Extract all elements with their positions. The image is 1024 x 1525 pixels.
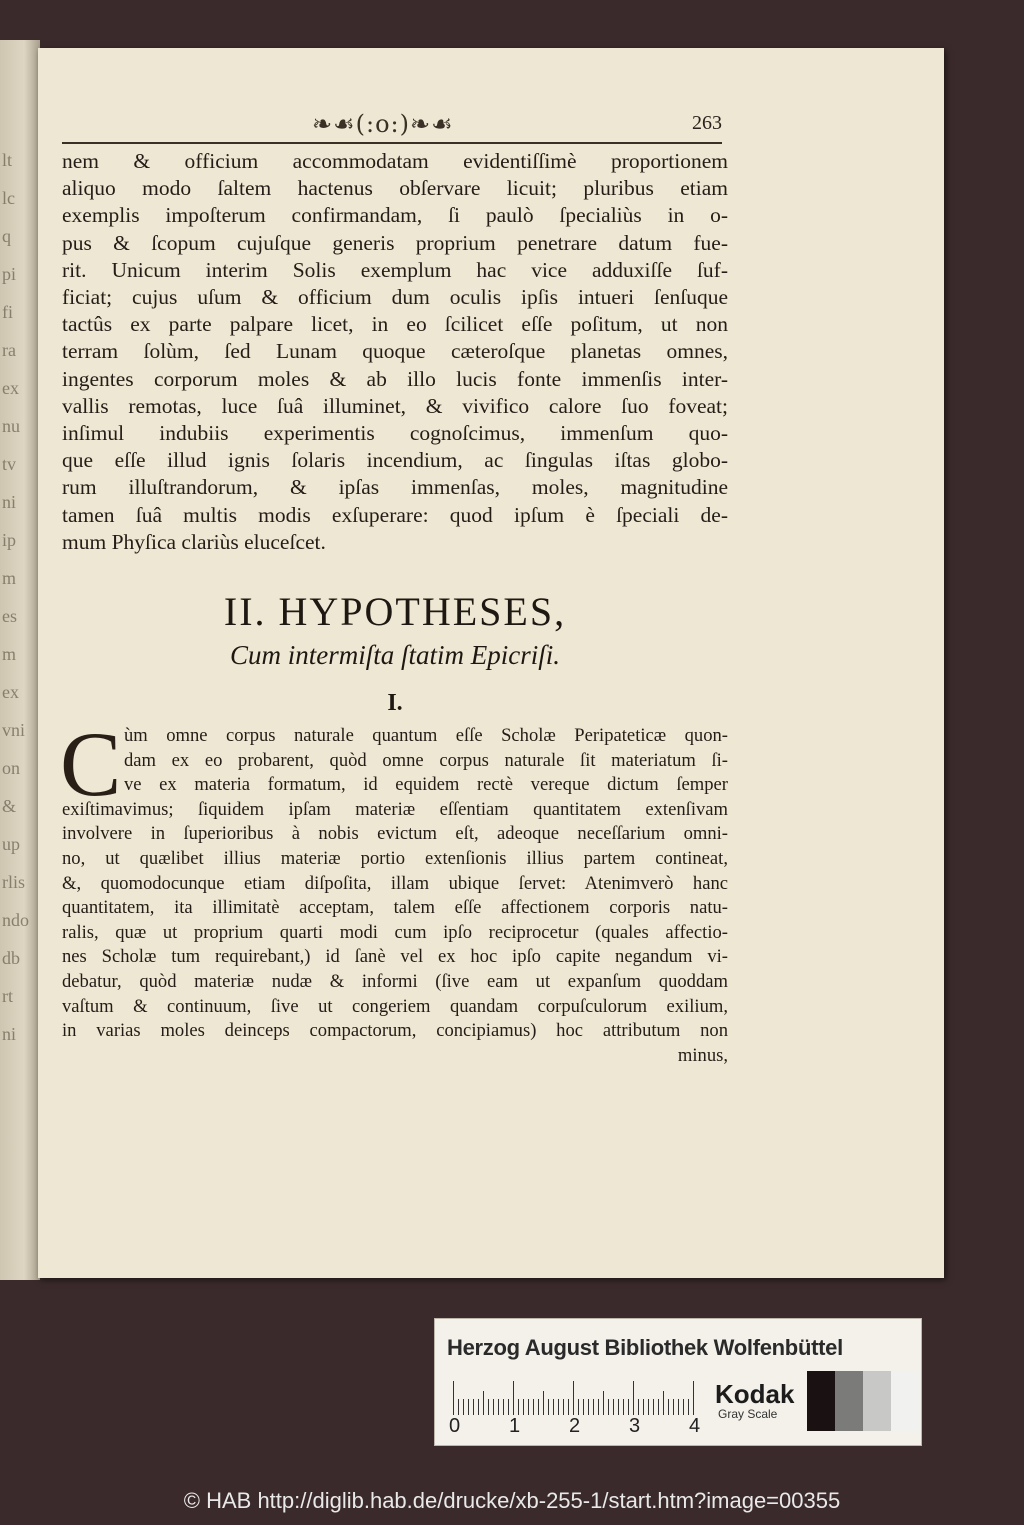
facing-page-fragment: q <box>2 226 11 246</box>
text-line: tactûs ex parte palpare licet, in eo ſcilicet eſſe poſitum, ut non <box>62 312 728 337</box>
ruler-tick <box>558 1399 559 1415</box>
text-line: no, ut quælibet illius materiæ portio extenſionis illius partem contineat, <box>62 847 728 869</box>
facing-page-fragment: db <box>2 948 20 968</box>
section-subheading: Cum intermiſta ſtatim Epicriſi. <box>230 640 560 670</box>
text-line: ve ex materia formatum, id equidem rectè vereque dictum ſemper <box>124 774 728 796</box>
ruler-tick <box>498 1399 499 1415</box>
copyright-footer: © HAB http://diglib.hab.de/drucke/xb-255-1/start.htm?image=00355 <box>183 1488 841 1513</box>
header-ornament: ❧☙(:o:)❧☙ <box>312 110 454 138</box>
facing-page-fragment: lc <box>2 188 15 208</box>
facing-page-fragment: m <box>2 644 17 664</box>
ruler-number: 3 <box>629 1415 641 1437</box>
drop-cap: C <box>60 713 122 815</box>
text-line: ingentes corporum moles & ab illo lucis fonte immenſis inter- <box>62 366 728 391</box>
ruler-tick <box>578 1399 579 1415</box>
text-line: nem & officium accommodatam evidentiſſimè proportionem <box>62 149 728 173</box>
ruler-number: 1 <box>509 1415 521 1437</box>
ruler-tick <box>653 1399 654 1415</box>
running-header <box>62 108 722 144</box>
ruler-tick <box>668 1399 669 1415</box>
catchword: minus, <box>677 1044 728 1066</box>
ruler-number: 4 <box>689 1415 701 1437</box>
ruler-tick <box>523 1399 524 1415</box>
ruler-tick <box>518 1399 519 1415</box>
facing-page-fragment: on <box>2 758 20 778</box>
text-line: ficiat; cujus uſum & officium dum oculis ipſis intueri ſenſuque <box>62 285 728 310</box>
ruler-tick <box>683 1399 684 1415</box>
ruler-tick <box>663 1391 664 1415</box>
gray-swatch <box>891 1371 919 1431</box>
text-line: terram ſolùm, ſed Lunam quoque cæteroſque planetas omnes, <box>62 339 728 364</box>
text-line: nes Scholæ tum requirebant,) id ſanè vel ex hoc ipſo capite negandum vi- <box>62 946 728 968</box>
facing-page-fragment: ra <box>2 340 16 360</box>
facing-page-fragment: up <box>2 834 20 854</box>
text-line: rit. Unicum interim Solis exemplum hac vice adduxiſſe ſuf- <box>62 257 728 282</box>
section-heading: II. HYPOTHESES, <box>223 589 567 634</box>
facing-page-fragment: ndo <box>2 910 29 930</box>
text-line: rum illuſtrandorum, & ipſas immenſas, moles, magnitudine <box>62 475 728 500</box>
ruler-tick <box>568 1399 569 1415</box>
ruler-tick <box>618 1399 619 1415</box>
ruler-tick <box>533 1399 534 1415</box>
ruler-tick <box>613 1399 614 1415</box>
facing-page-edge <box>0 40 40 1280</box>
gray-scale-label: Gray Scale <box>718 1407 778 1421</box>
ruler-tick <box>598 1399 599 1415</box>
gray-swatch <box>835 1371 863 1431</box>
text-line: vaſtum & continuum, ſive ut congeriem quandam corpuſculorum exilium, <box>62 995 728 1017</box>
ruler-tick <box>453 1381 454 1415</box>
ruler-tick <box>508 1399 509 1415</box>
ruler-tick <box>543 1391 544 1415</box>
facing-page-fragment: vni <box>2 720 26 740</box>
page-number: 263 <box>692 112 722 134</box>
text-line: tamen ſuâ multis modis exſuperare: quod ipſum è ſpeciali de- <box>62 502 728 527</box>
text-line: exiſtimavimus; ſiquidem ipſam materiæ eſſentiam quantitatem extenſivam <box>62 798 728 820</box>
facing-page-fragment: ex <box>2 682 19 702</box>
ruler-tick <box>633 1381 634 1415</box>
ruler-tick <box>593 1399 594 1415</box>
ruler-number: 0 <box>449 1415 461 1437</box>
ruler-tick <box>483 1391 484 1415</box>
ruler-tick <box>528 1399 529 1415</box>
institution-name: Herzog August Bibliothek Wolfenbüttel <box>447 1335 843 1360</box>
text-line: aliquo modo ſaltem hactenus obſervare licuit; pluribus etiam <box>62 176 728 201</box>
ruler-tick <box>638 1399 639 1415</box>
facing-page-fragment: lt <box>2 150 13 170</box>
facing-page-fragment: nu <box>2 416 20 436</box>
ruler-tick <box>573 1381 574 1415</box>
ruler-tick <box>608 1399 609 1415</box>
facing-page-fragment: rlis <box>2 872 26 892</box>
facing-page-fragment: es <box>2 606 17 626</box>
paragraph-section-one <box>62 724 728 1068</box>
ruler-tick <box>603 1391 604 1415</box>
text-line: pus & ſcopum cujuſque generis proprium penetrare datum fue- <box>62 230 728 255</box>
text-line: exemplis impoſterum confirmandam, ſi paulò ſpecialiùs in o- <box>62 203 728 228</box>
text-line: vallis remotas, luce ſuâ illuminet, & vivifico calore ſuo foveat; <box>62 393 728 418</box>
ruler-tick <box>473 1399 474 1415</box>
ruler-tick <box>553 1399 554 1415</box>
ruler-tick <box>503 1399 504 1415</box>
ruler-tick <box>548 1399 549 1415</box>
ruler-tick <box>678 1399 679 1415</box>
kodak-logo: Kodak <box>715 1379 795 1409</box>
facing-page-fragment: ni <box>2 492 17 512</box>
facing-page-fragment: ip <box>2 530 17 550</box>
text-line: involvere in ſuperioribus à nobis evictum eſt, adeoque neceſſarium omni- <box>62 823 728 845</box>
text-line: quantitatem, ita illimitatè acceptam, talem eſſe affectionem corporis natu- <box>62 897 728 919</box>
facing-page-fragment: & <box>2 796 17 816</box>
text-line: mum Phyſica clariùs eluceſcet. <box>62 529 326 554</box>
ruler-tick <box>688 1399 689 1415</box>
facing-page-fragment: tv <box>2 454 17 474</box>
paragraph-continued <box>62 148 728 556</box>
facing-page-fragment: ex <box>2 378 19 398</box>
measurement-ruler <box>449 1375 703 1437</box>
text-line: ùm omne corpus naturale quantum eſſe Scholæ Peripateticæ quon- <box>124 725 728 746</box>
text-line: in varias moles deinceps compactorum, concipiamus) hoc attributum non <box>62 1020 728 1042</box>
text-line: &, quomodocunque etiam diſpoſita, illam ubique ſervet: Atenimverò hanc <box>62 872 728 894</box>
color-target-label <box>434 1318 922 1446</box>
ruler-tick <box>493 1399 494 1415</box>
ruler-tick <box>623 1399 624 1415</box>
text-line: que eſſe illud ignis ſolaris incendium, ac ſingulas iſtas globo- <box>62 448 728 473</box>
ruler-tick <box>583 1399 584 1415</box>
ruler-number: 2 <box>569 1415 581 1437</box>
ruler-tick <box>563 1399 564 1415</box>
facing-page-fragment: rt <box>2 986 13 1006</box>
ruler-tick <box>468 1399 469 1415</box>
text-line: dam ex eo probarent, quòd omne corpus naturale ſit materiatum ſi- <box>124 749 728 771</box>
text-line: inſimul indubiis experimentis cognoſcimus, immenſum quo- <box>62 421 728 446</box>
ruler-tick <box>538 1399 539 1415</box>
text-line: ralis, quæ ut proprium quarti modi cum ipſo reciprocetur (quales affectio- <box>62 921 728 943</box>
facing-page-fragment: pi <box>2 264 17 284</box>
facing-page-fragment: fi <box>2 302 13 322</box>
section-number: I. <box>387 690 403 716</box>
ruler-tick <box>513 1381 514 1415</box>
ruler-tick <box>673 1399 674 1415</box>
ruler-tick <box>648 1399 649 1415</box>
ruler-tick <box>658 1399 659 1415</box>
text-line: debatur, quòd materiæ nudæ & informi (ſive eam ut expanſum quoddam <box>62 970 728 992</box>
gray-swatch <box>863 1371 891 1431</box>
ruler-tick <box>588 1399 589 1415</box>
ruler-tick <box>458 1399 459 1415</box>
facing-page-fragment: ni <box>2 1024 17 1044</box>
ruler-tick <box>463 1399 464 1415</box>
ruler-tick <box>693 1381 694 1415</box>
gray-swatch <box>807 1371 835 1431</box>
ruler-tick <box>628 1399 629 1415</box>
facing-page-fragment: m <box>2 568 17 588</box>
ruler-tick <box>478 1399 479 1415</box>
ruler-tick <box>643 1399 644 1415</box>
ruler-tick <box>488 1399 489 1415</box>
